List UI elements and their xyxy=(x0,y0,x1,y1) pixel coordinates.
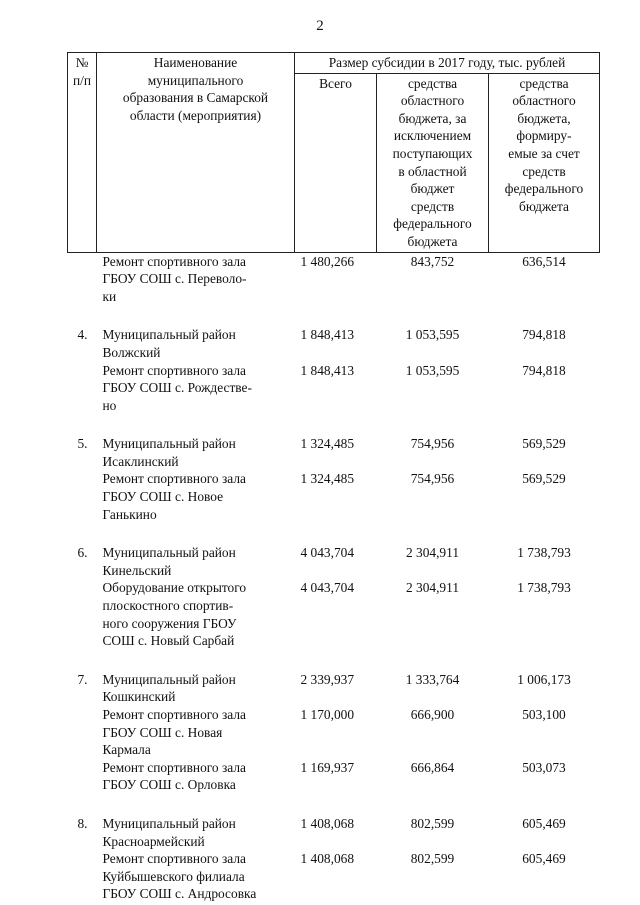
row-regional: 2 304,911 xyxy=(405,580,460,596)
row-number: 8. xyxy=(77,815,88,831)
header-regional: средства областного бюджета, за исключением поступающих в областной бюджет средств федерального бюджета xyxy=(377,73,489,252)
row-number xyxy=(68,362,97,415)
row-name: Оборудование открытого плоскостного спортив- ного сооружения ГБОУ СОШ с. Новый Сарбай xyxy=(102,580,247,649)
measure-row xyxy=(68,706,600,759)
row-regional: 802,599 xyxy=(410,815,455,831)
spacer-cell xyxy=(68,794,600,815)
row-number: 6. xyxy=(77,545,88,561)
header-total: Всего xyxy=(295,73,377,252)
row-total: 1 408,068 xyxy=(300,851,355,867)
district-row xyxy=(68,435,600,470)
row-regional: 754,956 xyxy=(410,436,455,452)
row-number xyxy=(68,252,97,305)
row-regional: 843,752 xyxy=(410,253,455,269)
header-federal: средства областного бюджета, формиру- емые за счет средств федерального бюджета xyxy=(489,73,600,252)
row-federal: 1 738,793 xyxy=(517,545,571,561)
row-number: 7. xyxy=(77,671,88,687)
row-name: Ремонт спортивного зала ГБОУ СОШ с. Переволо- ки xyxy=(102,253,247,304)
district-row xyxy=(68,326,600,361)
table-body xyxy=(68,252,600,903)
row-federal: 794,818 xyxy=(522,327,566,343)
row-federal: 605,469 xyxy=(522,815,566,831)
district-row xyxy=(68,671,600,706)
table-header xyxy=(68,53,600,253)
row-total: 1 848,413 xyxy=(300,362,355,378)
row-total: 1 408,068 xyxy=(300,815,355,831)
row-number xyxy=(68,579,97,649)
row-federal: 794,818 xyxy=(522,362,566,378)
measure-row xyxy=(68,850,600,903)
measure-row xyxy=(68,470,600,523)
district-row xyxy=(68,815,600,850)
row-number: 5. xyxy=(77,436,88,452)
measure-row xyxy=(68,362,600,415)
row-spacer xyxy=(68,794,600,815)
row-federal: 503,100 xyxy=(522,707,566,722)
row-number xyxy=(68,850,97,903)
row-regional: 666,900 xyxy=(410,707,455,722)
row-number xyxy=(68,470,97,523)
header-num: № п/п xyxy=(68,53,97,253)
header-name: Наименование муниципального образования в Самарской области (мероприятия) xyxy=(97,53,295,253)
row-regional: 802,599 xyxy=(410,851,455,867)
row-name: Ремонт спортивного зала Куйбышевского филиала ГБОУ СОШ с. Андросовка xyxy=(102,851,257,902)
row-federal: 1 738,793 xyxy=(517,580,571,596)
spacer-cell xyxy=(68,305,600,326)
row-total: 2 339,937 xyxy=(300,671,355,687)
row-regional: 754,956 xyxy=(410,471,455,487)
measure-row xyxy=(68,252,600,305)
page-number: 2 xyxy=(316,18,324,34)
row-number xyxy=(68,706,97,759)
row-regional: 1 333,764 xyxy=(405,671,460,687)
row-total: 1 169,937 xyxy=(300,759,355,775)
row-total: 1 480,266 xyxy=(300,253,355,269)
row-regional: 2 304,911 xyxy=(405,545,460,561)
row-regional: 1 053,595 xyxy=(405,362,460,378)
measure-row xyxy=(68,579,600,649)
spacer-cell xyxy=(68,523,600,544)
row-spacer xyxy=(68,650,600,671)
row-total: 4 043,704 xyxy=(300,580,355,596)
row-number: 4. xyxy=(77,327,88,343)
spacer-cell xyxy=(68,414,600,435)
row-name: Ремонт спортивного зала ГБОУ СОШ с. Орловка xyxy=(102,759,246,793)
row-federal: 605,469 xyxy=(522,851,566,867)
row-total: 1 170,000 xyxy=(300,707,355,722)
row-spacer xyxy=(68,523,600,544)
row-federal: 569,529 xyxy=(522,471,566,487)
row-federal: 569,529 xyxy=(522,436,566,452)
row-federal: 1 006,173 xyxy=(517,671,571,687)
row-name: Муниципальный район Красноармейский xyxy=(102,815,236,849)
row-spacer xyxy=(68,305,600,326)
row-regional: 666,864 xyxy=(410,759,455,775)
row-name: Ремонт спортивного зала ГБОУ СОШ с. Новое Ганькино xyxy=(102,471,246,522)
row-number xyxy=(68,759,97,794)
row-total: 4 043,704 xyxy=(300,545,355,561)
row-spacer xyxy=(68,414,600,435)
header-subsidy-group: Размер субсидии в 2017 году, тыс. рублей xyxy=(295,53,600,74)
row-regional: 1 053,595 xyxy=(405,327,460,343)
measure-row xyxy=(68,759,600,794)
row-total: 1 324,485 xyxy=(300,471,355,487)
row-name: Муниципальный район Кинельский xyxy=(102,545,236,578)
subsidy-table xyxy=(67,52,600,903)
row-name: Муниципальный район Кошкинский xyxy=(102,671,236,705)
spacer-cell xyxy=(68,650,600,671)
row-name: Муниципальный район Волжский xyxy=(102,327,236,360)
row-total: 1 848,413 xyxy=(300,327,355,343)
district-row xyxy=(68,544,600,579)
row-name: Ремонт спортивного зала ГБОУ СОШ с. Новая Кармала xyxy=(102,707,246,758)
row-federal: 636,514 xyxy=(522,253,566,269)
row-name: Муниципальный район Исаклинский xyxy=(102,436,236,469)
row-total: 1 324,485 xyxy=(300,436,355,452)
row-federal: 503,073 xyxy=(522,759,566,775)
row-name: Ремонт спортивного зала ГБОУ СОШ с. Рождестве- но xyxy=(102,362,252,413)
